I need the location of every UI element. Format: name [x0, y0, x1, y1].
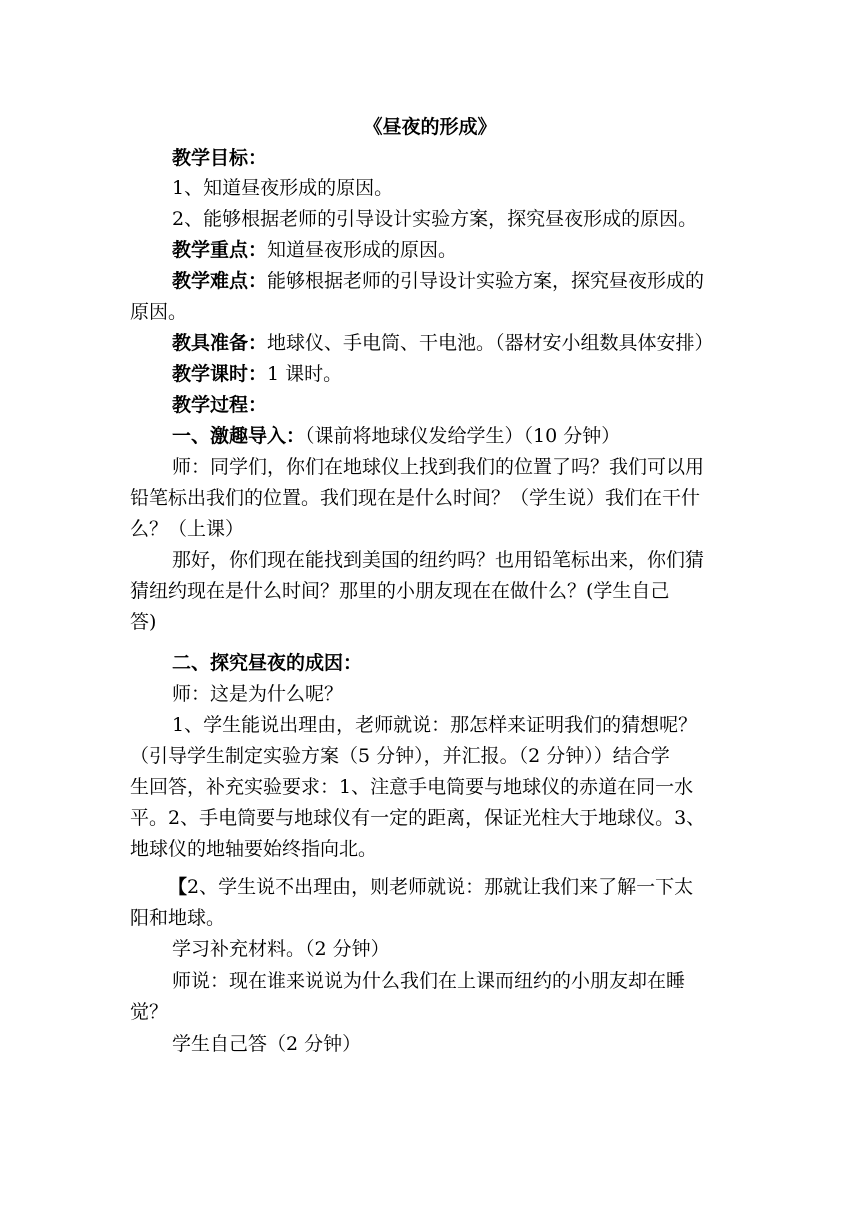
document-title: 《昼夜的形成》	[363, 116, 497, 138]
focus-text: 知道昼夜形成的原因。	[267, 239, 458, 261]
difficulty-label: 教学难点：	[172, 270, 268, 292]
paragraph-7-line-2: 觉？	[130, 1001, 169, 1023]
section1-text: （课前将地球仪发给学生）（10 分钟）	[305, 425, 621, 447]
hours-text: 1 课时。	[267, 363, 343, 385]
section2-heading: 二、探究昼夜的成因：	[172, 652, 363, 674]
paragraph-5-line-2: 阳和地球。	[130, 907, 226, 929]
section1-line	[172, 421, 620, 451]
focus-line	[172, 235, 457, 265]
hours-label: 教学课时：	[172, 363, 268, 385]
difficulty-line	[172, 266, 704, 296]
paragraph-2-line-3: 答)	[130, 611, 157, 633]
paragraph-4-line-1: 1、学生能说出理由，老师就说：那怎样来证明我们的猜想呢？	[172, 714, 698, 736]
hours-line	[172, 359, 342, 389]
objective-2: 2、能够根据老师的引导设计实验方案，探究昼夜形成的原因。	[172, 208, 698, 230]
difficulty-text: 能够根据老师的引导设计实验方案，探究昼夜形成的	[267, 270, 705, 292]
paragraph-5-text: 2、学生说不出理由，则老师就说：那就让我们来了解一下太	[187, 876, 694, 898]
paragraph-5-line-1	[168, 872, 693, 902]
paragraph-1-line-1: 师：同学们，你们在地球仪上找到我们的位置了吗？我们可以用	[172, 456, 705, 478]
paragraph-7-line-1: 师说：现在谁来说说为什么我们在上课而纽约的小朋友却在睡	[172, 970, 686, 992]
paragraph-1-line-3: 么？（上课）	[130, 518, 245, 540]
paragraph-4-line-2: （引导学生制定实验方案（5 分钟），并汇报。（2 分钟））结合学	[130, 745, 670, 767]
paragraph-2-line-1: 那好，你们现在能找到美国的纽约吗？也用铅笔标出来，你们猜	[172, 549, 705, 571]
paragraph-6: 学习补充材料。（2 分钟）	[172, 938, 390, 960]
tools-line	[172, 328, 714, 358]
paragraph-8: 学生自己答（2 分钟）	[172, 1033, 362, 1055]
tools-label: 教具准备：	[172, 332, 268, 354]
paragraph-2-line-2: 猜纽约现在是什么时间？那里的小朋友现在在做什么？(学生自己	[130, 580, 670, 602]
difficulty-text-continued: 原因。	[130, 301, 188, 323]
paragraph-3: 师：这是为什么呢？	[172, 683, 344, 705]
objective-1: 1、知道昼夜形成的原因。	[172, 177, 394, 199]
paragraph-4-line-3: 生回答，补充实验要求：1、注意手电筒要与地球仪的赤道在同一水	[130, 776, 694, 798]
section1-label: 一、激趣导入：	[172, 425, 306, 447]
open-bracket: 【	[168, 876, 188, 898]
paragraph-4-line-4: 平。2、手电筒要与地球仪有一定的距离，保证光柱大于地球仪。3、	[130, 807, 706, 829]
paragraph-1-line-2: 铅笔标出我们的位置。我们现在是什么时间？（学生说）我们在干什	[130, 487, 701, 509]
paragraph-4-line-5: 地球仪的地轴要始终指向北。	[130, 838, 378, 860]
tools-text: 地球仪、手电筒、干电池。（器材安小组数具体安排）	[267, 332, 714, 354]
process-heading: 教学过程：	[172, 394, 268, 416]
objectives-heading: 教学目标：	[172, 147, 268, 169]
focus-label: 教学重点：	[172, 239, 268, 261]
